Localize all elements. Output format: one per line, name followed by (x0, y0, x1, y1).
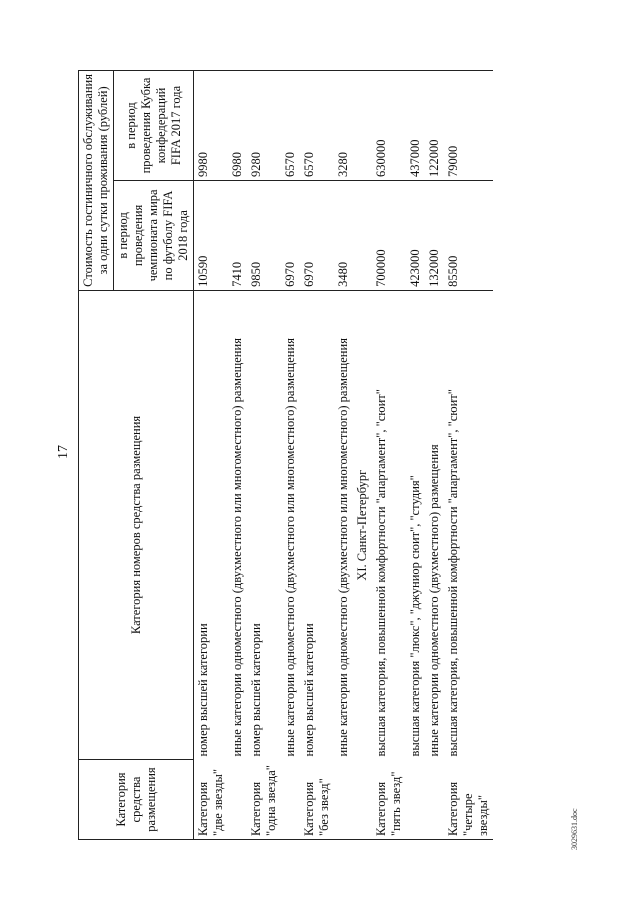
price-confed-cup: 6570 (281, 71, 300, 181)
price-confed-cup: 122000 (425, 71, 444, 181)
rotated-page-content (50, 52, 590, 852)
page-number: 17 (56, 445, 71, 459)
category-cell: Категория "одна звезда" (247, 760, 281, 840)
room-cell: номер высшей категории (249, 623, 263, 757)
hotel-rates-table (78, 70, 493, 840)
price-confed-cup: 9980 (194, 71, 229, 181)
room-cell: номер высшей категории (302, 623, 316, 757)
room-cell: иные категории одноместного (двухместного или многоместного) размещения (283, 338, 297, 757)
table-row (425, 71, 444, 840)
price-confed-cup: 9280 (247, 71, 281, 181)
price-world-cup: 700000 (372, 180, 406, 290)
room-cell: высшая категория, повышенной комфортности "апартамент", "сюит" (374, 389, 388, 757)
table-row (372, 71, 406, 840)
room-cell: номер высшей категории (196, 623, 210, 757)
table-row (406, 71, 425, 840)
table-row (194, 71, 229, 840)
category-cell: Категория "без звезд" (300, 760, 334, 840)
room-cell: иные категории одноместного (двухместного) размещения (427, 444, 441, 757)
category-cell: Категория "четыре звезды" (444, 760, 493, 840)
category-cell (281, 760, 300, 840)
category-cell (425, 760, 444, 840)
header-accommodation-category: Категория средства размещения (79, 760, 194, 840)
category-cell: Категория "пять звезд" (372, 760, 406, 840)
price-confed-cup: 3280 (334, 71, 353, 181)
price-world-cup: 423000 (406, 180, 425, 290)
room-cell: высшая категория "люкс", "джуниор сюит", "студия" (408, 475, 422, 757)
price-confed-cup: 6980 (228, 71, 247, 181)
price-confed-cup: 79000 (444, 71, 493, 181)
category-cell (406, 760, 425, 840)
price-world-cup: 6970 (300, 180, 334, 290)
city-heading-row (353, 71, 372, 840)
table-row (228, 71, 247, 840)
price-confed-cup: 630000 (372, 71, 406, 181)
table-row (281, 71, 300, 840)
price-world-cup: 10590 (194, 180, 229, 290)
category-cell: Категория "две звезды" (194, 760, 229, 840)
room-cell: иные категории одноместного (двухместного или многоместного) размещения (230, 338, 244, 757)
table-row (300, 71, 334, 840)
price-world-cup: 132000 (425, 180, 444, 290)
header-period-world-cup: в период проведения чемпионата мира по футболу FIFA 2018 года (114, 180, 194, 290)
table-row (444, 71, 493, 840)
header-room-category: Категория номеров средства размещения (79, 290, 194, 759)
room-cell: высшая категория, повышенной комфортности "апартамент", "сюит" (446, 389, 460, 757)
price-world-cup: 6970 (281, 180, 300, 290)
header-cost-group: Стоимость гостиничного обслуживания за одни сутки проживания (рублей) (79, 71, 114, 291)
category-cell (228, 760, 247, 840)
document-file-code: 3029631.doc (570, 808, 579, 850)
header-period-confed-cup: в период проведения Кубка конфедераций FIFA 2017 года (114, 71, 194, 181)
table-row (334, 71, 353, 840)
price-world-cup: 3480 (334, 180, 353, 290)
price-world-cup: 9850 (247, 180, 281, 290)
room-cell: иные категории одноместного (двухместного или многоместного) размещения (336, 338, 350, 757)
price-world-cup: 7410 (228, 180, 247, 290)
table-row (247, 71, 281, 840)
city-heading: XI. Санкт-Петербург (355, 469, 369, 581)
price-confed-cup: 437000 (406, 71, 425, 181)
price-world-cup: 85500 (444, 180, 493, 290)
price-confed-cup: 6570 (300, 71, 334, 181)
category-cell (334, 760, 353, 840)
